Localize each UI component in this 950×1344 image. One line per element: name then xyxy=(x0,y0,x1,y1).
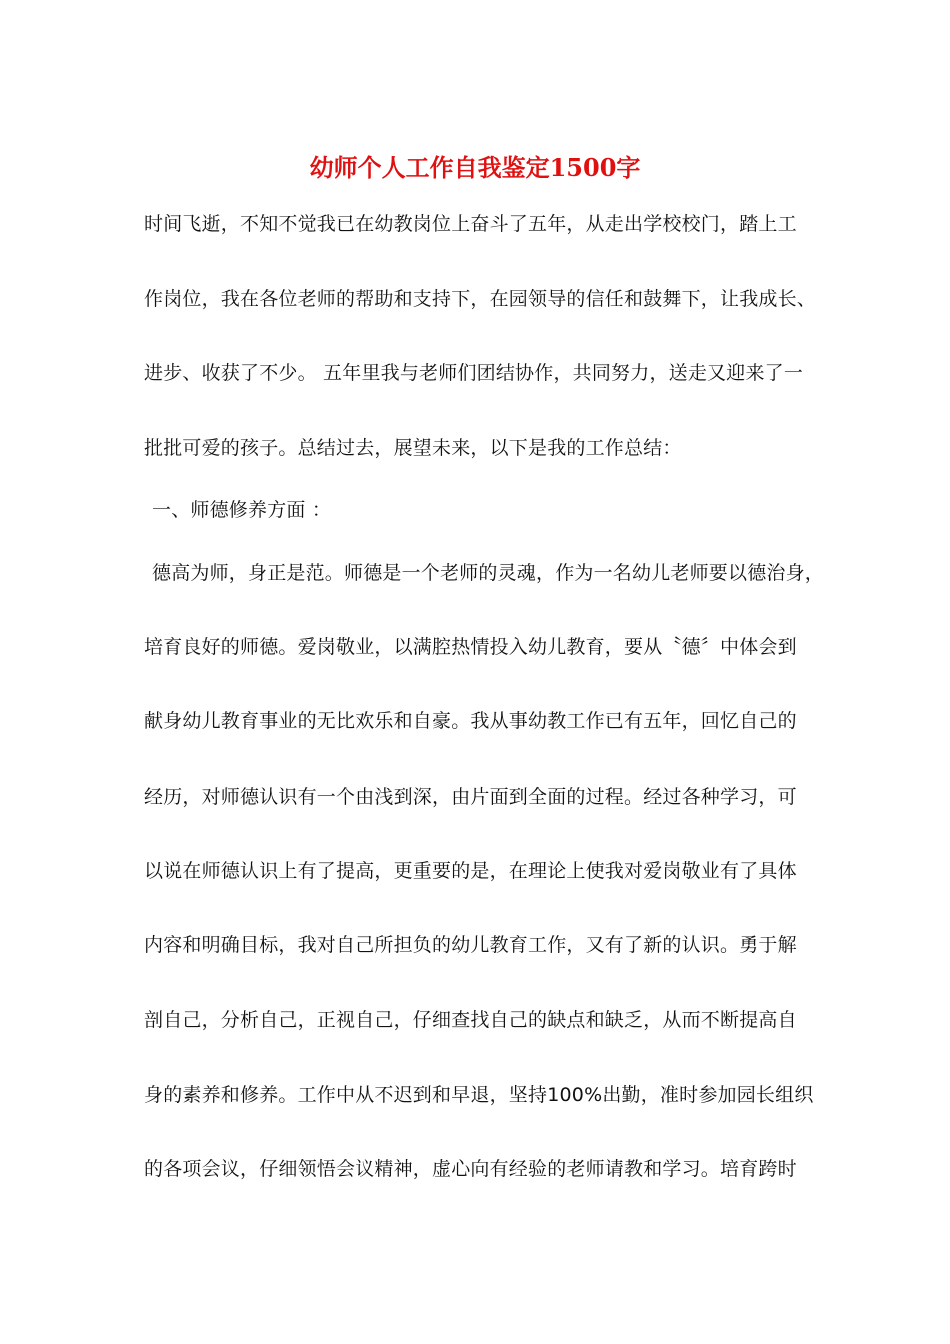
section-heading: 一、师德修养方面 ： xyxy=(152,499,332,521)
paragraph-line: 以说在师德认识上有了提高，更重要的是，在理论上使我对爱岗敬业有了具体 xyxy=(144,860,797,882)
paragraph-line: 的各项会议，仔细领悟会议精神，虚心向有经验的老师请教和学习。培育跨时 xyxy=(144,1158,797,1180)
paragraph-line: 剖自己，分析自己，正视自己，仔细查找自己的缺点和缺乏，从而不断提高自 xyxy=(144,1009,797,1031)
paragraph-line: 批批可爱的孩子。总结过去，展望未来，以下是我的工作总结： xyxy=(144,437,682,459)
paragraph-line: 献身幼儿教育事业的无比欢乐和自豪。我从事幼教工作已有五年，回忆自己的 xyxy=(144,710,797,732)
paragraph-line: 进步、收获了不少。 五年里我与老师们团结协作，共同努力，送走又迎来了一 xyxy=(144,362,804,384)
document-title: 幼师个人工作自我鉴定1500字 xyxy=(309,153,641,182)
paragraph-line: 培育良好的师德。爱岗敬业，以满腔热情投入幼儿教育，要从〝德〞中体会到 xyxy=(144,636,797,658)
paragraph-line: 德高为师，身正是范。师德是一个老师的灵魂，作为一名幼儿老师要以德治身， xyxy=(152,562,825,584)
paragraph-line: 经历，对师德认识有一个由浅到深，由片面到全面的过程。经过各种学习，可 xyxy=(144,786,797,808)
paragraph-line: 时间飞逝，不知不觉我已在幼教岗位上奋斗了五年，从走出学校校门，踏上工 xyxy=(144,213,797,235)
paragraph-line: 身的素养和修养。工作中从不迟到和早退，坚持100%出勤，准时参加园长组织 xyxy=(144,1084,814,1106)
paragraph-line: 内容和明确目标，我对自己所担负的幼儿教育工作，又有了新的认识。勇于解 xyxy=(144,934,797,956)
paragraph-line: 作岗位，我在各位老师的帮助和支持下，在园领导的信任和鼓舞下，让我成长、 xyxy=(144,288,817,310)
